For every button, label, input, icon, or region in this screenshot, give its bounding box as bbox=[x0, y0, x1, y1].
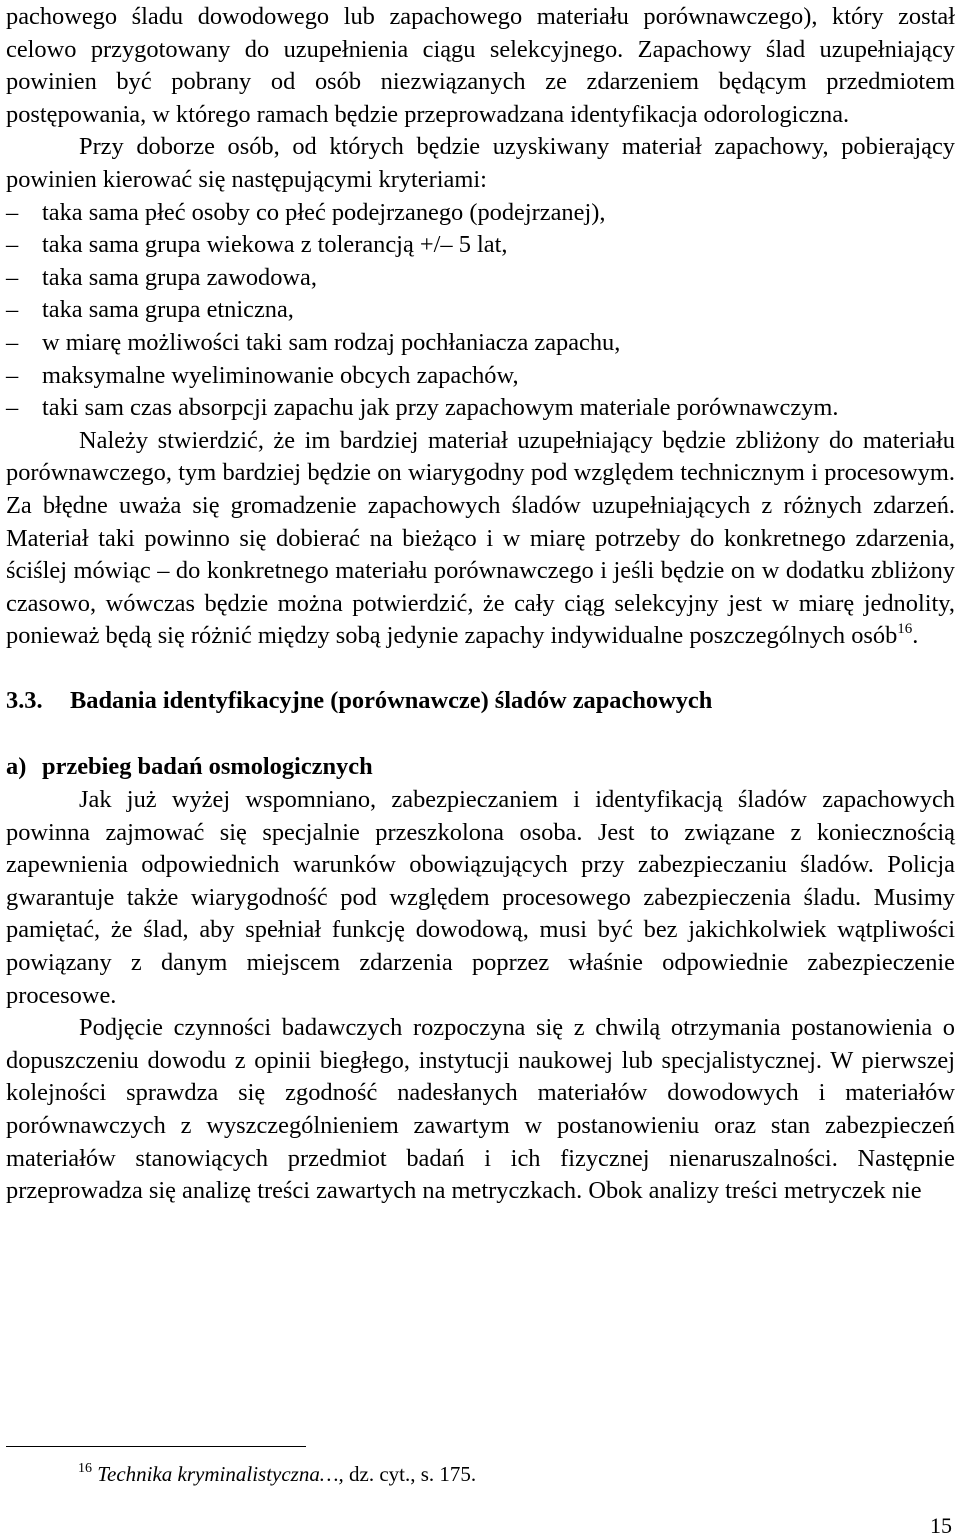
list-item-text: taka sama grupa zawodowa, bbox=[42, 263, 317, 291]
paragraph-2: Przy doborze osób, od których będzie uzyskiwany materiał zapachowy, pobierający powinien kierować się następującymi kryteriami: bbox=[6, 133, 955, 193]
section-heading bbox=[6, 685, 955, 718]
dash-marker: – bbox=[6, 328, 19, 356]
dash-marker: – bbox=[6, 231, 19, 259]
list-item-text: w miarę możliwości taki sam rodzaj pochłaniacza zapachu, bbox=[42, 328, 621, 356]
dash-marker: – bbox=[6, 394, 19, 422]
list-item-text: taka sama płeć osoby co płeć podejrzanego (podejrzanej), bbox=[42, 198, 606, 226]
subsection-title: przebieg badań osmologicznych bbox=[42, 753, 373, 781]
page-number: 15 bbox=[930, 1513, 952, 1538]
list-item-text: taki sam czas absorpcji zapachu jak przy zapachowym materiale porównawczym. bbox=[42, 394, 839, 422]
dash-marker: – bbox=[6, 296, 19, 324]
section-number: 3.3. bbox=[6, 686, 43, 714]
subsection-heading bbox=[6, 751, 955, 784]
paragraph-3-text: Należy stwierdzić, że im bardziej materiał uzupełniający będzie zbliżony do materiału porównawczego, tym bardziej będzie on wiarygodny pod względem technicznym i procesowym. Za błędne uważa się gromadzenie zapachowych śladów uzupełniających z różnych zdarzeń. Materiał taki powinno się dobierać na bieżąco i w miarę potrzeby do konkretnego zdarzenia, ściślej mówiąc – do konkretnego materiału porównawczego i jeśli będzie on w dodatku zbliżony czasowo, wówczas będzie można potwierdzić, że cały ciąg selekcyjny jest w miarę jednolity, ponieważ będą się różnić między sobą jedynie zapachy indywidualne poszczególnych osób bbox=[6, 426, 955, 650]
document-page bbox=[6, 0, 955, 1208]
footnote-reference[interactable]: 16 bbox=[897, 621, 913, 638]
list-item-last bbox=[6, 392, 955, 425]
footnote-source-title: Technika kryminalistyczna…, bbox=[97, 1462, 344, 1486]
list-item-text: taka sama grupa wiekowa z tolerancją +/– 5 lat, bbox=[42, 231, 508, 259]
dash-marker: – bbox=[6, 263, 19, 291]
list-item bbox=[6, 327, 955, 360]
footnote-source-detail: dz. cyt., s. 175. bbox=[343, 1462, 477, 1486]
paragraph-4: Jak już wyżej wspomniano, zabezpieczaniem i identyfikacją śladów zapachowych powinna zajmować się specjalnie przeszkolona osoba. Jest to związane z koniecznością zapewnienia odpowiednich warunków obowiązujących przy zabezpieczaniu śladów. Policja gwarantuje także wiarygodność pod względem procesowego zabezpieczenia śladu. Musimy pamiętać, że ślad, aby spełniał funkcję dowodową, musi być bez jakichkolwiek wątpliwości powiązany z danym miejscem zdarzenia poprzez właśnie odpowiednie zabezpieczenie procesowe. bbox=[6, 786, 955, 1009]
paragraph-1: pachowego śladu dowodowego lub zapachowego materiału porównawczego), który został celowo przygotowany do uzupełnienia ciągu selekcyjnego. Zapachowy ślad uzupełniający powinien być pobrany od osób niezwiązanych ze zdarzeniem będącym przedmiotem postępowania, w którego ramach będzie przeprowadzana identyfikacja odorologiczna. bbox=[6, 3, 955, 128]
paragraph-3 bbox=[6, 425, 955, 653]
list-item bbox=[6, 229, 955, 262]
list-item bbox=[6, 360, 955, 393]
subsection-letter: a) bbox=[6, 753, 27, 781]
footnote-number: 16 bbox=[78, 1461, 92, 1476]
dash-marker: – bbox=[6, 198, 19, 226]
list-item bbox=[6, 262, 955, 295]
list-item bbox=[6, 197, 955, 230]
section-title: Badania identyfikacyjne (porównawcze) śladów zapachowych bbox=[70, 686, 713, 714]
footnote bbox=[78, 1461, 476, 1487]
list-item-text: maksymalne wyeliminowanie obcych zapachów, bbox=[42, 361, 519, 389]
dash-marker: – bbox=[6, 361, 19, 389]
footnote-divider bbox=[6, 1446, 306, 1447]
paragraph-3-end: . bbox=[912, 622, 919, 650]
criteria-list bbox=[6, 197, 955, 425]
list-item bbox=[6, 294, 955, 327]
paragraph-5: Podjęcie czynności badawczych rozpoczyna się z chwilą otrzymania postanowienia o dopuszczeniu dowodu z opinii biegłego, instytucji naukowej lub specjalistycznej. W pierwszej kolejności sprawdza się zgodność nadesłanych materiałów dowodowych i materiałów porównawczych z wyszczególnieniem zawartym w postanowieniu oraz stan zabezpieczeń materiałów stanowiących przedmiot badań i ich fizycznej nienaruszalności. Następnie przeprowadza się analizę treści zawartych na metryczkach. Obok analizy treści metryczek nie bbox=[6, 1014, 955, 1205]
list-item-text: taka sama grupa etniczna, bbox=[42, 296, 294, 324]
